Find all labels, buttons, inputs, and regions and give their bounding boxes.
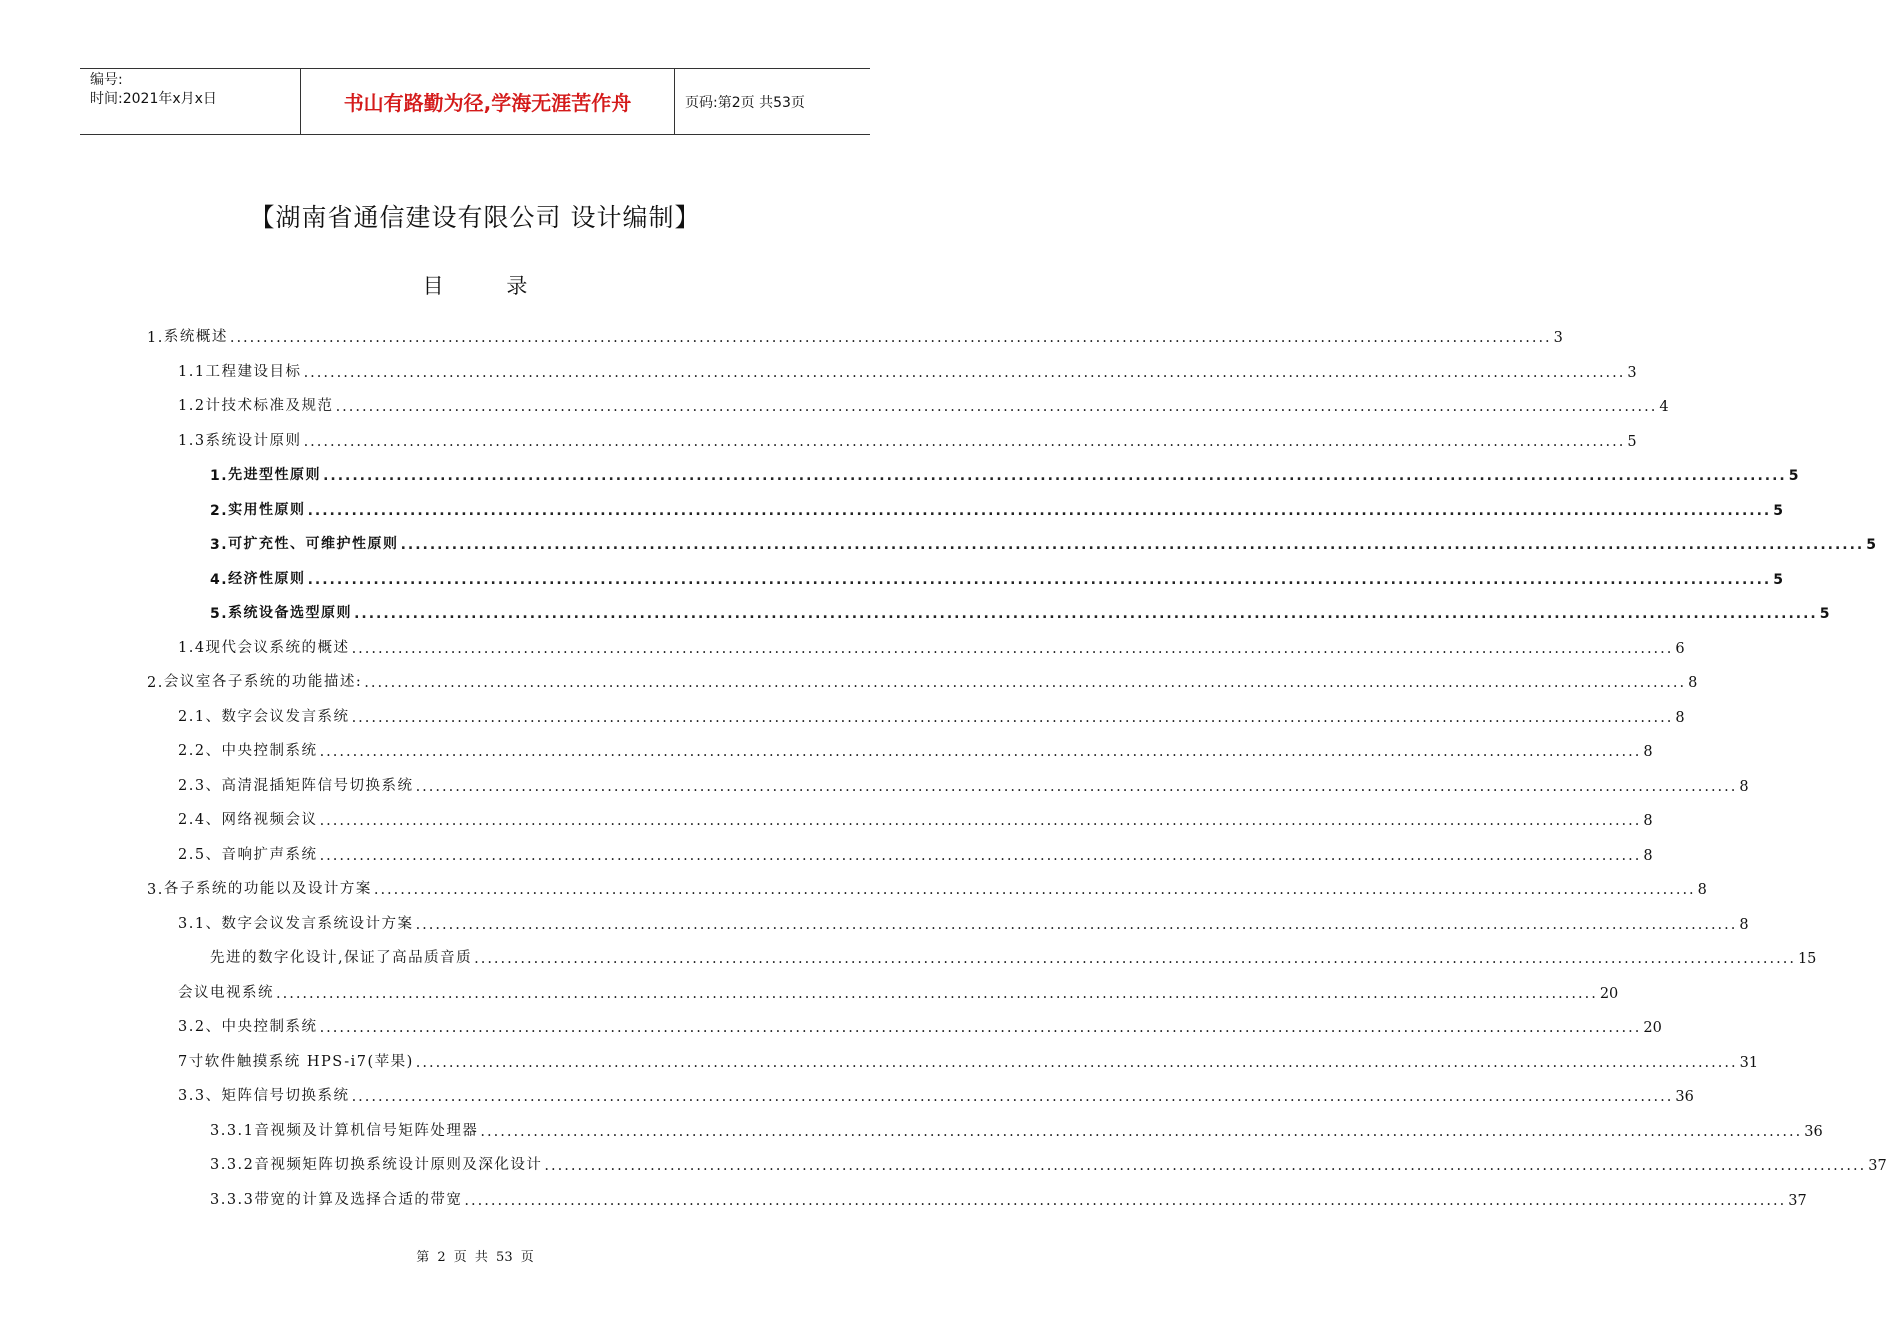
toc-entry-number: 5. [210, 606, 229, 622]
toc-entry-label: 2.2、中央控制系统 [178, 743, 318, 759]
toc-entry-label: 先进型性原则 [228, 467, 322, 483]
toc-dot-leader: ........................................................................................................................................................................................................ [303, 365, 1626, 381]
toc-entry-page: 8 [1739, 917, 1749, 933]
toc-dot-leader: ........................................................................................................................................................................................................ [229, 330, 1552, 346]
toc-entry-label: 2.5、音响扩声系统 [178, 847, 318, 863]
toc-entry-number: 3. [210, 537, 229, 553]
toc-dot-leader: ........................................................................................................................................................................................................ [415, 1055, 1738, 1071]
toc-entry-label: 实用性原则 [228, 502, 306, 518]
company-title: 【湖南省通信建设有限公司 设计编制】 [249, 203, 701, 232]
toc-entry-number: 3. [147, 882, 164, 898]
toc-entry-label: 会议室各子系统的功能描述: [163, 674, 363, 690]
toc-dot-leader: ........................................................................................................................................................................................................ [319, 813, 1642, 829]
toc-heading: 目 录 [422, 274, 556, 298]
toc-entry[interactable] [210, 460, 1799, 484]
toc-entry[interactable] [210, 943, 1817, 967]
toc-entry-page: 20 [1643, 1020, 1662, 1036]
toc-dot-leader: ........................................................................................................................................................................................................ [364, 675, 1687, 691]
toc-entry-label: 系统设备选型原则 [228, 605, 353, 621]
toc-dot-leader: ........................................................................................................................................................................................................ [480, 1124, 1803, 1140]
toc-entry-page: 37 [1868, 1158, 1887, 1174]
toc-entry-label: 3.3.3带宽的计算及选择合适的带宽 [210, 1192, 463, 1208]
toc-entry-label: 2.3、高清混插矩阵信号切换系统 [178, 778, 414, 794]
toc-entry-page: 5 [1866, 537, 1876, 553]
header-page-info: 页码:第2页 共53页 [685, 94, 805, 111]
toc-entry-label: 3.3.2音视频矩阵切换系统设计原则及深化设计 [210, 1157, 543, 1173]
toc-dot-leader: ........................................................................................................................................................................................................ [319, 1020, 1642, 1036]
toc-entry-page: 5 [1819, 606, 1830, 622]
toc-dot-leader: ........................................................................................................................................................................................................ [319, 744, 1642, 760]
toc-entry[interactable] [178, 736, 1653, 760]
toc-entry-page: 15 [1797, 951, 1817, 967]
toc-entry-label: 各子系统的功能以及设计方案 [163, 881, 372, 897]
toc-dot-leader: ........................................................................................................................................................................................................ [319, 848, 1642, 864]
toc-dot-leader: ........................................................................................................................................................................................................ [323, 468, 1787, 484]
toc-dot-leader: ........................................................................................................................................................................................................ [415, 779, 1738, 795]
toc-entry-page: 5 [1788, 468, 1799, 484]
page-footer: 第 2 页 共 53 页 [416, 1250, 534, 1265]
toc-entry-label: 经济性原则 [228, 571, 306, 587]
toc-entry-label: 2.4、网络视频会议 [178, 812, 318, 828]
toc-entry[interactable] [178, 840, 1653, 864]
toc-dot-leader: ........................................................................................................................................................................................................ [351, 710, 1674, 726]
toc-entry[interactable] [210, 564, 1783, 588]
toc-entry[interactable] [178, 391, 1669, 415]
toc-entry-page: 8 [1643, 848, 1653, 864]
toc-dot-leader: ........................................................................................................................................................................................................ [276, 986, 1598, 1002]
toc-entry[interactable] [147, 874, 1707, 898]
toc-dot-leader: ........................................................................................................................................................................................................ [373, 882, 1696, 898]
toc-entry-label: 1.1工程建设目标 [178, 364, 302, 380]
toc-entry-page: 3 [1553, 330, 1563, 346]
toc-entry-page: 5 [1627, 434, 1637, 450]
toc-dot-leader: ........................................................................................................................................................................................................ [464, 1193, 1787, 1209]
toc-entry-label: 3.3、矩阵信号切换系统 [178, 1088, 350, 1104]
toc-dot-leader: ........................................................................................................................................................................................................ [307, 503, 1772, 519]
toc-entry[interactable] [178, 1081, 1694, 1105]
toc-entry-label: 先进的数字化设计,保证了高品质音质 [210, 950, 473, 966]
toc-dot-leader: ........................................................................................................................................................................................................ [307, 572, 1772, 588]
toc-entry-label: 系统概述 [163, 329, 228, 345]
toc-entry-label: 2.1、数字会议发言系统 [178, 709, 350, 725]
toc-entry-page: 8 [1688, 675, 1698, 691]
toc-entry-page: 3 [1627, 365, 1637, 381]
toc-entry-number: 1. [210, 468, 229, 484]
toc-entry-page: 4 [1659, 399, 1669, 415]
toc-entry[interactable] [147, 322, 1563, 346]
toc-entry-page: 8 [1697, 882, 1707, 898]
document-date-label: 时间:2021年x月x日 [90, 91, 217, 107]
toc-entry-page: 8 [1739, 779, 1749, 795]
toc-entry[interactable] [178, 702, 1685, 726]
toc-dot-leader: ........................................................................................................................................................................................................ [335, 399, 1658, 415]
toc-entry-page: 20 [1599, 986, 1619, 1002]
toc-entry-label: 可扩充性、可维护性原则 [228, 536, 399, 552]
toc-dot-leader: ........................................................................................................................................................................................................ [400, 537, 1865, 553]
document-number-label: 编号: [90, 72, 123, 88]
toc-dot-leader: ........................................................................................................................................................................................................ [415, 917, 1738, 933]
toc-entry[interactable] [210, 1185, 1807, 1209]
toc-entry[interactable] [210, 1150, 1887, 1174]
toc-entry[interactable] [178, 426, 1637, 450]
toc-entry-label: 7寸软件触摸系统 HPS-i7(苹果) [178, 1054, 414, 1070]
header-meta [80, 69, 301, 134]
toc-entry-number: 4. [210, 572, 229, 588]
toc-entry-label: 1.2计技术标准及规范 [178, 398, 334, 414]
toc-entry-label: 3.2、中央控制系统 [178, 1019, 318, 1035]
toc-entry[interactable] [178, 978, 1619, 1002]
toc-entry[interactable] [210, 1116, 1823, 1140]
toc-dot-leader: ........................................................................................................................................................................................................ [351, 1089, 1674, 1105]
toc-entry[interactable] [178, 357, 1637, 381]
toc-entry-page: 5 [1773, 572, 1783, 588]
toc-entry[interactable] [210, 495, 1783, 519]
toc-dot-leader: ........................................................................................................................................................................................................ [354, 606, 1818, 622]
toc-entry[interactable] [147, 667, 1698, 691]
toc-entry-number: 2. [147, 675, 164, 691]
toc-dot-leader: ........................................................................................................................................................................................................ [303, 434, 1626, 450]
toc-entry-page: 8 [1643, 813, 1653, 829]
toc-entry-page: 6 [1675, 641, 1685, 657]
toc-entry-page: 37 [1788, 1193, 1807, 1209]
toc-dot-leader: ........................................................................................................................................................................................................ [351, 641, 1674, 657]
toc-entry-label: 会议电视系统 [178, 985, 274, 1001]
toc-entry[interactable] [178, 1047, 1759, 1071]
toc-entry-page: 36 [1675, 1089, 1694, 1105]
toc-entry[interactable] [210, 529, 1876, 553]
toc-entry-label: 1.4现代会议系统的概述 [178, 640, 350, 656]
toc-entry-page: 8 [1675, 710, 1685, 726]
toc-entry[interactable] [178, 805, 1653, 829]
header-table [80, 68, 870, 135]
header-motto: 书山有路勤为径,学海无涯苦作舟 [301, 69, 675, 134]
toc-entry-label: 3.1、数字会议发言系统设计方案 [178, 916, 414, 932]
toc-entry-page: 5 [1773, 503, 1783, 519]
toc-entry-number: 1. [147, 330, 164, 346]
toc-entry[interactable] [210, 598, 1830, 622]
toc-entry[interactable] [178, 633, 1685, 657]
toc-entry-label: 3.3.1音视频及计算机信号矩阵处理器 [210, 1123, 479, 1139]
toc-entry-label: 1.3系统设计原则 [178, 433, 302, 449]
toc-entry[interactable] [178, 1012, 1662, 1036]
toc-entry-page: 31 [1739, 1055, 1759, 1071]
toc-entry-page: 8 [1643, 744, 1653, 760]
toc-entry[interactable] [178, 909, 1749, 933]
toc-dot-leader: ........................................................................................................................................................................................................ [544, 1158, 1867, 1174]
toc-dot-leader: ........................................................................................................................................................................................................ [474, 951, 1796, 967]
toc-entry-number: 2. [210, 503, 229, 519]
toc-entry-page: 36 [1804, 1124, 1823, 1140]
toc-entry[interactable] [178, 771, 1749, 795]
